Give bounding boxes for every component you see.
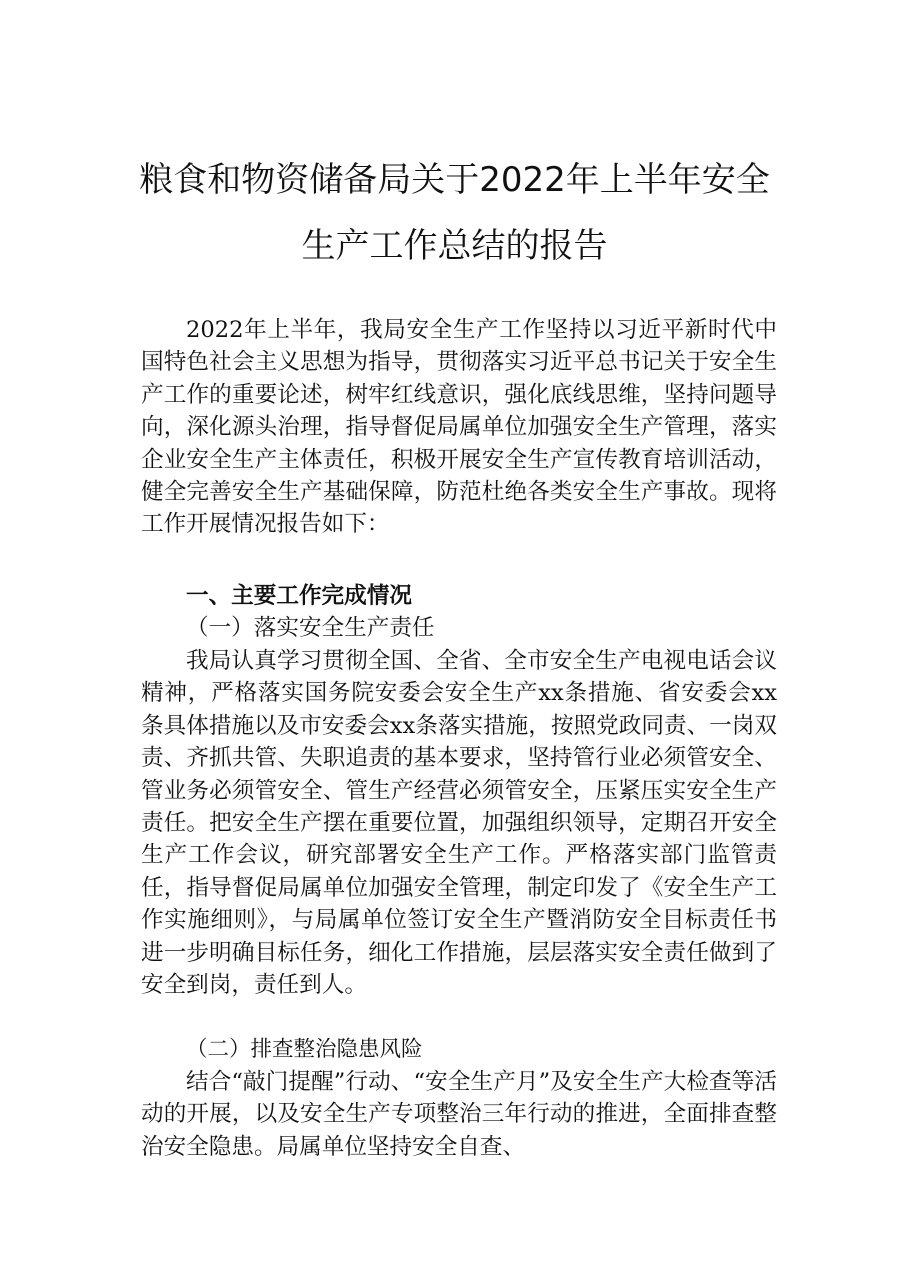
subsection-heading-responsibility: （一）落实安全生产责任	[186, 615, 435, 641]
document-title-line-1: 粮食和物资储备局关于2022年上半年安全	[139, 160, 770, 200]
responsibility-paragraph: 我局认真学习贯彻全国、全省、全市安全生产电视电话会议精神，严格落实国务院安委会安全生产xx条措施、省安委会xx条具体措施以及市安委会xx条落实措施，按照党政同责、一岗双责、齐抓共管、失职追责的基本要求，坚持管行业必须管安全、管业务必须管安全、管生产经营必须管安全，压紧压实安全生产责任。把安全生产摆在重要位置，加强组织领导，定期召开安全生产工作会议，研究部署安全生产工作。严格落实部门监管责任，指导督促局属单位加强安全管理，制定印发了《安全生产工作实施细则》，与局属单位签订安全生产暨消防安全目标责任书进一步明确目标任务，细化工作措施，层层落实安全责任做到了安全到岗，责任到人。	[141, 648, 777, 999]
document-title-line-2: 生产工作总结的报告	[301, 226, 608, 266]
hazard-check-paragraph: 结合“敲门提醒”行动、“安全生产月”及安全生产大检查等活动的开展，以及安全生产专项整治三年行动的推进，全面排查整治安全隐患。局属单位坚持安全自查、	[141, 1069, 777, 1160]
intro-paragraph: 2022年上半年，我局安全生产工作坚持以习近平新时代中国特色社会主义思想为指导，贯彻落实习近平总书记关于安全生产工作的重要论述，树牢红线意识，强化底线思维，坚持问题导向，深化源头治理，指导督促局属单位加强安全生产管理，落实企业安全生产主体责任，积极开展安全生产宣传教育培训活动，健全完善安全生产基础保障，防范杜绝各类安全生产事故。现将工作开展情况报告如下：	[141, 317, 777, 538]
subsection-heading-hazard-check: （二）排查整治隐患风险	[186, 1037, 423, 1062]
section-heading-main-work: 一、主要工作完成情况	[186, 583, 412, 609]
